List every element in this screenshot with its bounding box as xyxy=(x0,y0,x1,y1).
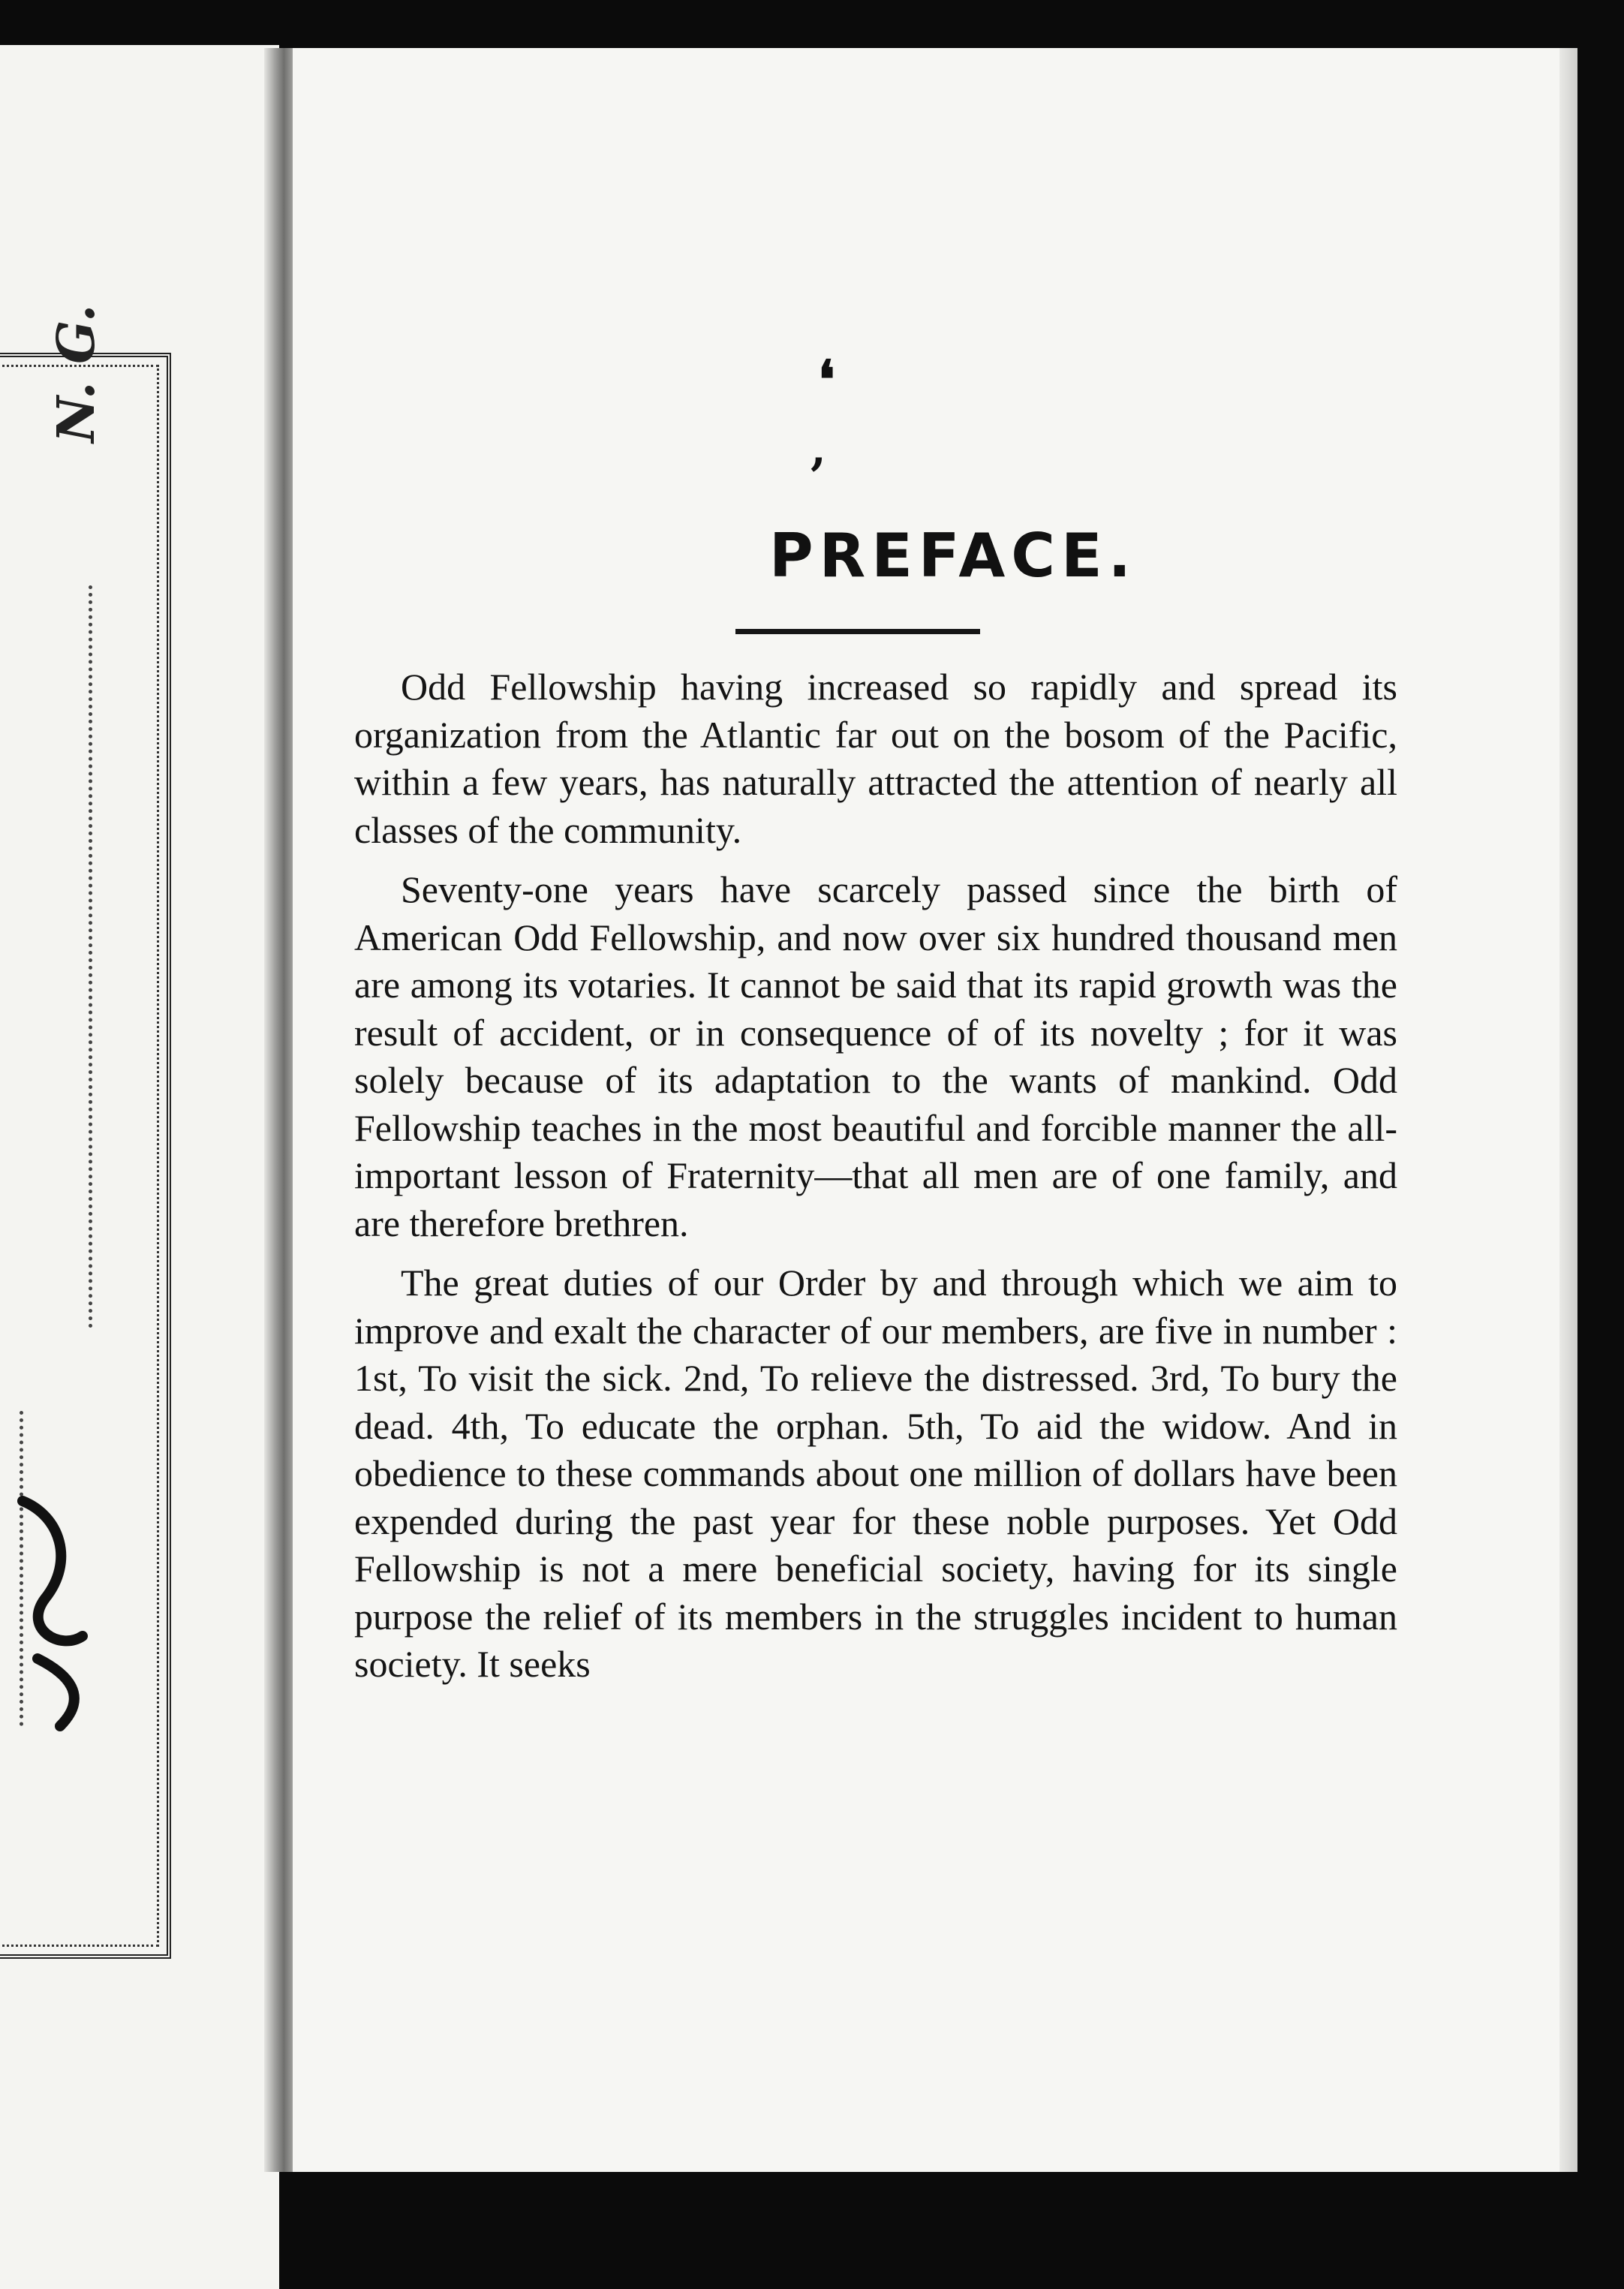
ink-blot-icon: ❛ xyxy=(818,348,835,411)
side-label: N. G. xyxy=(47,304,107,443)
page-edge xyxy=(1559,48,1577,2172)
title-divider xyxy=(735,629,980,634)
page-title: PREFACE. xyxy=(768,521,1138,591)
preface-body xyxy=(354,663,1397,1701)
facing-page xyxy=(0,45,279,2289)
paragraph: Seventy-one years have scarcely passed since the birth of American Odd Fellowship, and now over six hundred thousand men are among its votaries. It cannot be said that its rapid growth was the result of accident, or in consequence of of its novelty ; for it was solely because of its adaptation to the wants of mankind. Odd Fellowship teaches in the most beautiful and forcible manner the all-important lesson of Fraternity—that all men are of one family, and are therefore brethren. xyxy=(354,868,1397,1244)
paragraph: Odd Fellowship having increased so rapidly and spread its organization from the Atlantic far out on the bosom of the Pacific, within a few years, has naturally attracted the attention of nearly all classes of the community. xyxy=(354,666,1397,851)
paragraph: The great duties of our Order by and through which we aim to improve and exalt the character of our members, are five in number : 1st, To visit the sick. 2nd, To relieve the distressed. 3rd, To bury the dead. 4th, To educate the orphan. 5th, To aid the widow. And in obedience to these commands about one million of dollars have been expended during the past year for these noble purposes. Yet Odd Fellowship is not a mere beneficial society, having for its single purpose the relief of its members in the struggles incident to human society. It seeks xyxy=(354,1262,1397,1685)
dotted-signature-line xyxy=(89,585,92,1328)
handwritten-signature-icon xyxy=(0,1471,143,1741)
ink-blot-icon: , xyxy=(810,423,826,476)
preface-page xyxy=(293,48,1577,2172)
